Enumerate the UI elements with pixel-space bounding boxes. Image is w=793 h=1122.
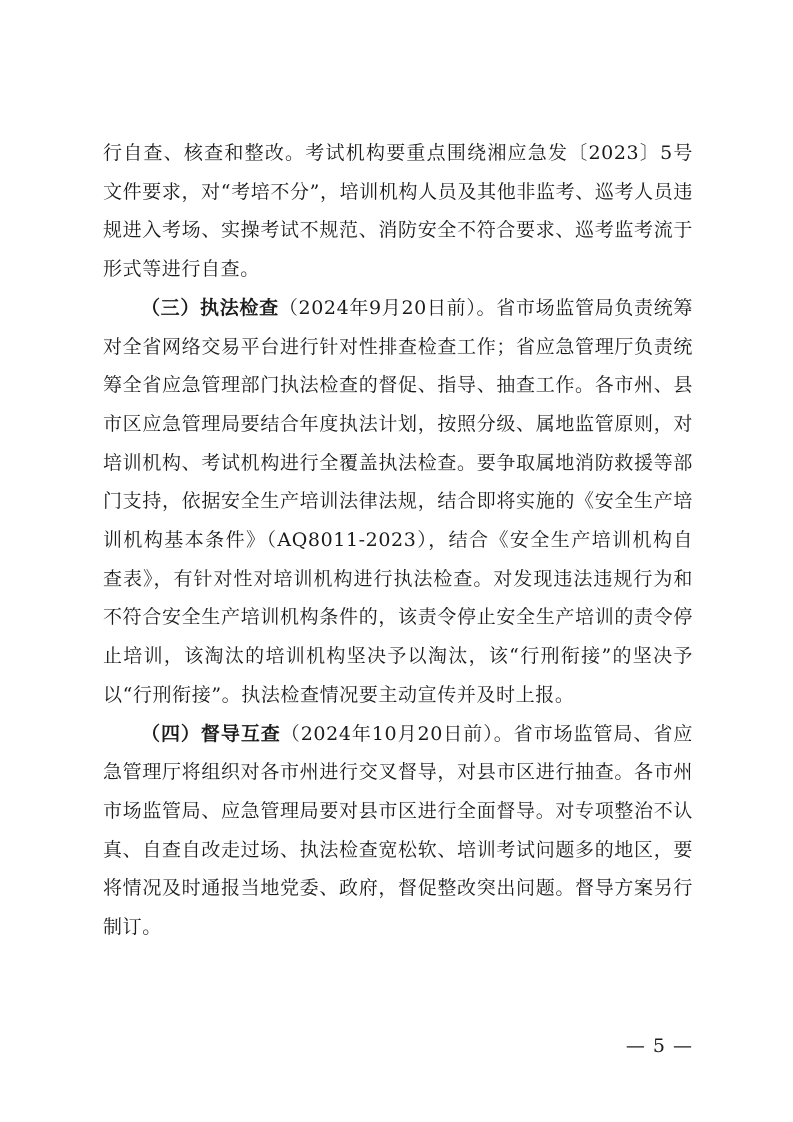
- paragraph-text: 行自查、核查和整改。考试机构要重点围绕湘应急发〔2023〕5号文件要求，对“考培不分”，培训机构人员及其他非监考、巡考人员违规进入考场、实操考试不规范、消防安全不符合要求、巡考监考流于形式等进行自查。: [103, 142, 693, 281]
- paragraph-text: （2024年10月20日前）。省市场监管局、省应急管理厅将组织对各市州进行交叉督导，对县市区进行抽查。各市州市场监管局、应急管理局要对县市区进行全面督导。对专项整治不认真、自查自改走过场、执法检查宽松软、培训考试问题多的地区，要将情况及时通报当地党委、政府，督促整改突出问题。督导方案另行制订。: [103, 722, 694, 939]
- paragraph-text: （2024年9月20日前）。省市场监管局负责统筹对全省网络交易平台进行针对性排查检查工作；省应急管理厅负责统筹全省应急管理部门执法检查的督促、指导、抽查工作。各市州、县市区应急管理局要结合年度执法计划，按照分级、属地监管原则，对培训机构、考试机构进行全覆盖执法检查。要争取属地消防救援等部门支持，依据安全生产培训法律法规，结合即将实施的《安全生产培训机构基本条件》（AQ8011-2023），结合《安全生产培训机构自查表》，有针对性对培训机构进行执法检查。对发现违法违规行为和不符合安全生产培训机构条件的，该责令停止安全生产培训的责令停止培训，该淘汰的培训机构坚决予以淘汰，该“行刑衔接”的坚决予以“行刑衔接”。执法检查情况要主动宣传并及时上报。: [103, 296, 693, 706]
- paragraph-supervision-mutual-check: [103, 715, 693, 947]
- section-heading: （三）执法检查: [141, 296, 279, 319]
- paragraph-enforcement-inspection: [103, 289, 693, 715]
- paragraph-continuation: [103, 134, 693, 289]
- document-body: [103, 134, 693, 947]
- page-number: — 5 —: [625, 1035, 693, 1057]
- section-heading: （四）督导互查: [141, 722, 281, 745]
